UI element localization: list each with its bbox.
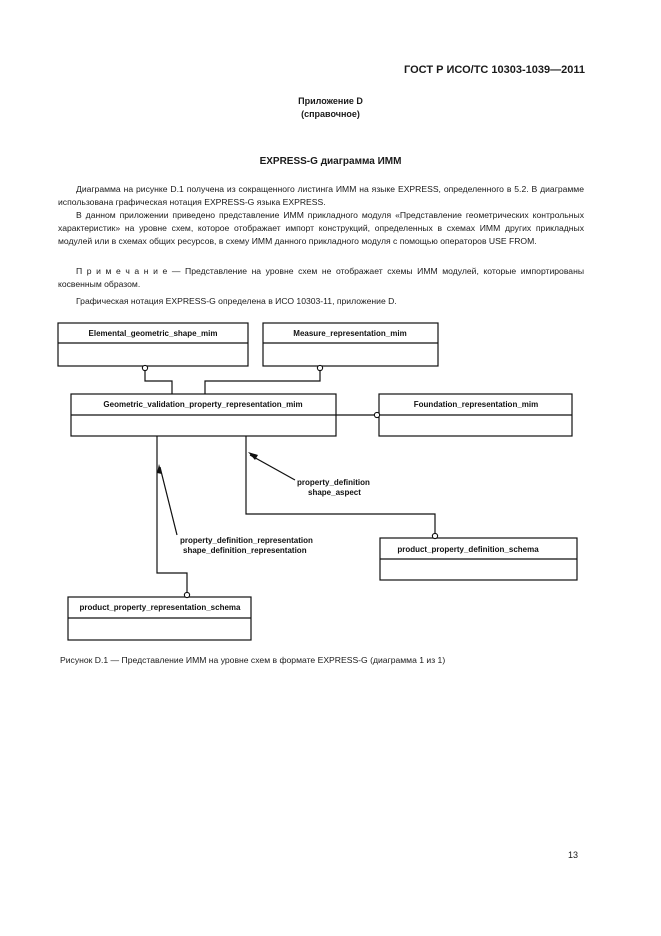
appendix-title: Приложение D xyxy=(298,96,363,106)
connector-elemental xyxy=(145,370,172,394)
note-paragraph: П р и м е ч а н и е — Представление на уровне схем не отображает схемы ИММ модулей, которые импортированы косвенным образом. xyxy=(58,266,584,289)
paragraph-3: Графическая нотация EXPRESS-G определена в ИСО 10303-11, приложение D. xyxy=(76,296,397,306)
annotation-property-definition-representation: property_definition_representation xyxy=(180,536,313,545)
page-number: 13 xyxy=(568,850,579,860)
appendix-subtitle: (справочное) xyxy=(301,109,360,119)
arrowhead-icon xyxy=(157,464,162,474)
document-standard-header: ГОСТ Р ИСО/ТС 10303-1039—2011 xyxy=(404,64,585,76)
annotation-shape-definition-representation: shape_definition_representation xyxy=(183,546,307,555)
section-title: EXPRESS-G диаграмма ИММ xyxy=(259,156,402,167)
relationship-end-circle-icon xyxy=(184,592,189,597)
figure-caption: Рисунок D.1 — Представление ИММ на уровне схем в формате EXPRESS-G (диаграмма 1 из 1) xyxy=(60,655,446,665)
relationship-end-circle-icon xyxy=(142,365,147,370)
label-measure: Measure_representation_mim xyxy=(293,329,407,338)
relationship-end-circle-icon xyxy=(432,533,437,538)
relationship-end-circle-icon xyxy=(374,412,379,417)
label-product-property-definition: product_property_definition_schema xyxy=(397,545,539,554)
label-elemental: Elemental_geometric_shape_mim xyxy=(88,329,218,338)
label-geometric: Geometric_validation_property_representation_mim xyxy=(103,400,303,409)
paragraph-2: В данном приложении приведено представление ИММ прикладного модуля «Представление геометрических контрольных характеристик» на уровне схем, которое отображает импорт конструкций, определенных в схемах ИММ других прикладных модулей или в схемах общих ресурсов, в схему ИММ данного прикладного модуля с помощью операторов USE FROM. xyxy=(58,210,584,246)
relationship-end-circle-icon xyxy=(317,365,322,370)
leader-shape-aspect xyxy=(250,455,295,480)
annotation-property-definition: property_definition xyxy=(297,478,370,487)
label-product-property-representation: product_property_representation_schema xyxy=(79,603,241,612)
connector-measure xyxy=(205,370,320,394)
leader-shape-definition xyxy=(160,467,177,535)
paragraph-1: Диаграмма на рисунке D.1 получена из сокращенного листинга ИММ на языке EXPRESS, определенного в 5.2. В диаграмме использована графическая нотация EXPRESS-G языка EXPRESS. xyxy=(58,184,584,207)
annotation-shape-aspect: shape_aspect xyxy=(308,488,361,497)
label-foundation: Foundation_representation_mim xyxy=(413,400,539,409)
